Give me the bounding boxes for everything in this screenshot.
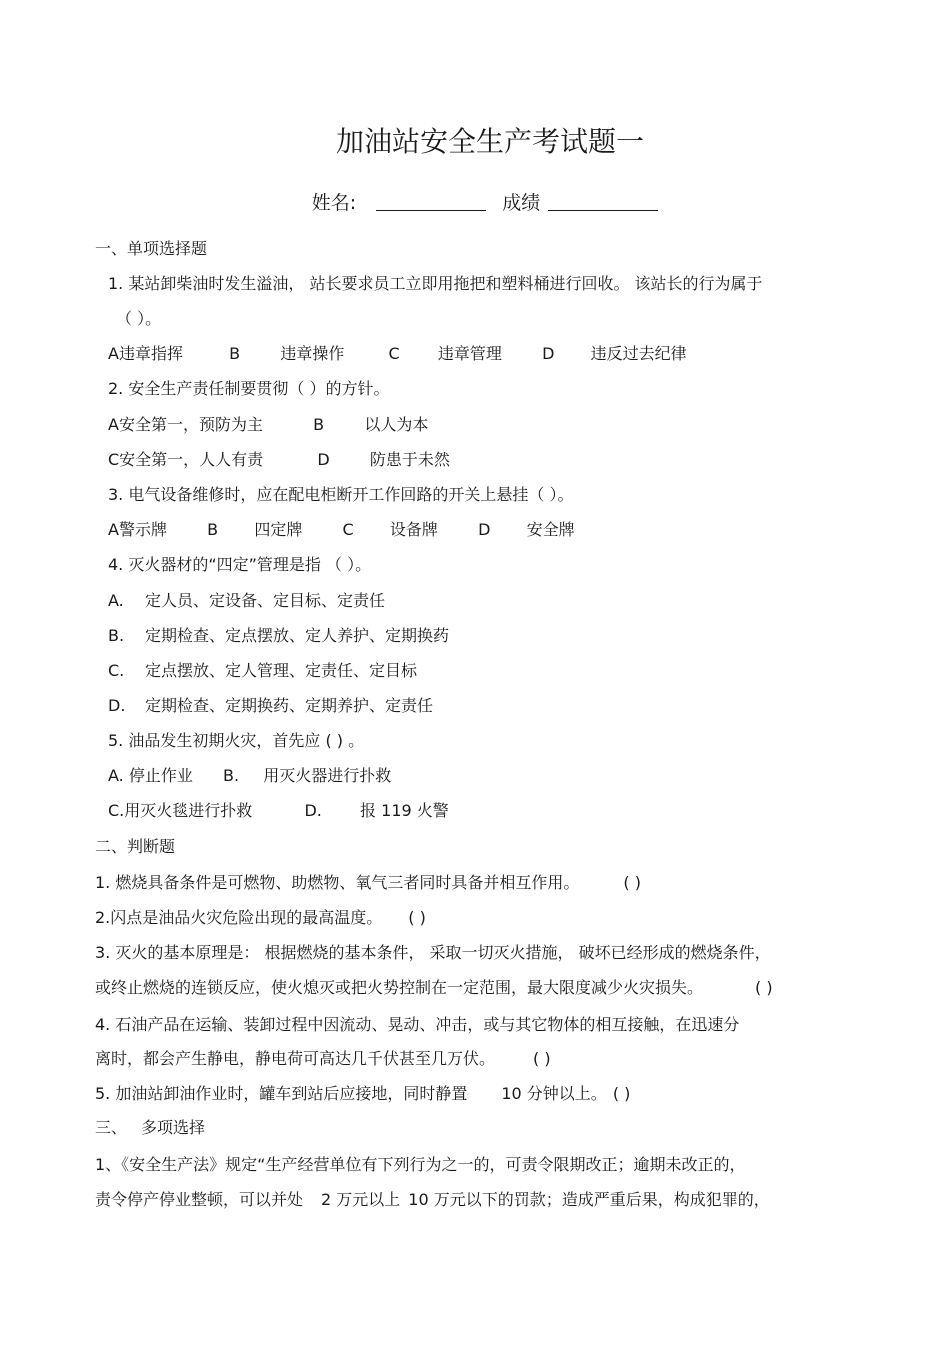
tf-item-1-text: 1. 燃烧具备条件是可燃物、助燃物、氧气三者同时具备并相互作用。	[95, 873, 580, 892]
q1-option-b: 违章操作	[280, 344, 345, 363]
tf-item-2-text: 2.闪点是油品火灾危险出现的最高温度。	[95, 908, 383, 927]
q4-option-b-row	[108, 624, 449, 648]
tf-item-1-paren: ( )	[623, 873, 641, 892]
question-5-options-row1	[108, 764, 391, 788]
score-blank	[548, 190, 658, 211]
tf-item-4-text: 离时，都会产生静电，静电荷可高达几千伏甚至几万伏。	[95, 1049, 496, 1068]
score-label: 成绩	[502, 192, 541, 214]
section-3-title: 多项选择	[141, 1118, 206, 1137]
q3-option-d-letter: D	[478, 520, 491, 539]
q3-option-a: A警示牌	[108, 520, 167, 539]
q5-option-d-letter: D.	[304, 801, 322, 820]
tf-item-2	[95, 906, 426, 930]
question-5-text: 5. 油品发生初期火灾，首先应 ( ) 。	[108, 731, 365, 750]
tf-item-4-paren: ( )	[533, 1049, 551, 1068]
q4-option-a-row	[108, 589, 385, 613]
q5-option-a: A. 停止作业	[108, 766, 193, 785]
q2-option-a: A安全第一，预防为主	[108, 415, 263, 434]
question-3-options	[108, 518, 575, 542]
mc-item-1-line2	[95, 1188, 770, 1212]
tf-item-5-text: 5. 加油站卸油作业时，罐车到站后应接地，同时静置	[95, 1084, 468, 1103]
q3-option-c: 设备牌	[389, 520, 438, 539]
section-heading-multi-choice	[95, 1116, 205, 1140]
name-score-line	[0, 188, 950, 218]
q4-option-d: 定期检查、定期换药、定期养护、定责任	[145, 696, 434, 715]
mc-line2-part-a: 责令停产停业整顿，可以并处	[95, 1190, 304, 1209]
q5-option-b-letter: B.	[223, 766, 240, 785]
section-heading-true-false: 二、判断题	[95, 837, 176, 856]
section-3-number: 三、	[95, 1118, 128, 1137]
q1-option-c: 违章管理	[437, 344, 502, 363]
q3-option-c-letter: C	[342, 520, 354, 539]
q3-option-b-letter: B	[207, 520, 219, 539]
question-4-text: 4. 灭火器材的“四定”管理是指 （ ）。	[108, 555, 372, 574]
q4-option-a: 定人员、定设备、定目标、定责任	[145, 591, 386, 610]
q4-option-d-row	[108, 694, 433, 718]
name-blank	[376, 190, 486, 211]
mc-item-1-line1: 1、《安全生产法》规定“生产经营单位有下列行为之一的，可责令限期改正；逾期未改正的，	[95, 1155, 746, 1174]
tf-item-3-line2	[95, 976, 773, 1000]
q1-option-c-letter: C	[388, 344, 400, 363]
q5-option-d: 报 119 火警	[360, 801, 449, 820]
question-5-options-row2	[108, 799, 449, 823]
tf-item-3-paren: ( )	[755, 978, 773, 997]
q2-option-b-letter: B	[313, 415, 325, 434]
tf-item-4-line2	[95, 1047, 551, 1071]
q4-option-c-letter: C.	[108, 661, 125, 680]
tf-item-3-text: 或终止燃烧的连锁反应，使火熄灭或把火势控制在一定范围，最大限度减少火灾损失。	[95, 978, 704, 997]
q2-option-d-letter: D	[317, 450, 330, 469]
q3-option-b: 四定牌	[254, 520, 303, 539]
question-2-text: 2. 安全生产责任制要贯彻（ ）的方针。	[108, 379, 390, 398]
q1-option-d: 违反过去纪律	[590, 344, 687, 363]
question-2-options-row2	[108, 448, 450, 472]
q1-option-d-letter: D	[542, 344, 555, 363]
q5-option-c: C.用灭火毯进行扑救	[108, 801, 253, 820]
mc-line2-part-c: 10 万元以下的罚款；造成严重后果，构成犯罪的，	[408, 1190, 770, 1209]
name-label: 姓名:	[311, 192, 357, 214]
q4-option-d-letter: D.	[108, 696, 126, 715]
q3-option-d: 安全牌	[526, 520, 575, 539]
q2-option-b: 以人为本	[364, 415, 429, 434]
q4-option-c-row	[108, 659, 417, 683]
tf-item-5-paren: ( )	[612, 1084, 631, 1103]
q4-option-a-letter: A.	[108, 591, 124, 610]
tf-item-2-paren: ( )	[408, 908, 426, 927]
question-1-paren: （ ）。	[116, 309, 162, 328]
tf-item-5-text2: 10 分钟以上。	[501, 1084, 607, 1103]
q4-option-b-letter: B.	[108, 626, 125, 645]
question-1-options	[108, 342, 687, 366]
question-1-text: 1. 某站卸柴油时发生溢油， 站长要求员工立即用拖把和塑料桶进行回收。 该站长的行为属于	[108, 274, 763, 293]
tf-item-5	[95, 1082, 630, 1106]
q1-option-a: A违章指挥	[108, 344, 183, 363]
question-3-text: 3. 电气设备维修时，应在配电柜断开工作回路的开关上悬挂（ ）。	[108, 485, 574, 504]
question-2-options-row1	[108, 413, 428, 437]
section-heading-single-choice: 一、单项选择题	[95, 239, 208, 258]
page-title: 加油站安全生产考试题一	[335, 125, 644, 158]
q2-option-c: C安全第一，人人有责	[108, 450, 264, 469]
tf-item-3-line1: 3. 灭火的基本原理是： 根据燃烧的基本条件， 采取一切灭火措施， 破坏已经形成的燃烧条件，	[95, 943, 771, 962]
q4-option-b: 定期检查、定点摆放、定人养护、定期换药	[145, 626, 450, 645]
tf-item-4-line1: 4. 石油产品在运输、装卸过程中因流动、晃动、冲击，或与其它物体的相互接触，在迅速分	[95, 1015, 740, 1034]
q5-option-b: 用灭火器进行扑救	[263, 766, 392, 785]
tf-item-1	[95, 871, 641, 895]
q1-option-b-letter: B	[229, 344, 241, 363]
q4-option-c: 定点摆放、定人管理、定责任、定目标	[145, 661, 418, 680]
q2-option-d: 防患于未然	[369, 450, 450, 469]
mc-line2-part-b: 2 万元以上	[321, 1190, 401, 1209]
